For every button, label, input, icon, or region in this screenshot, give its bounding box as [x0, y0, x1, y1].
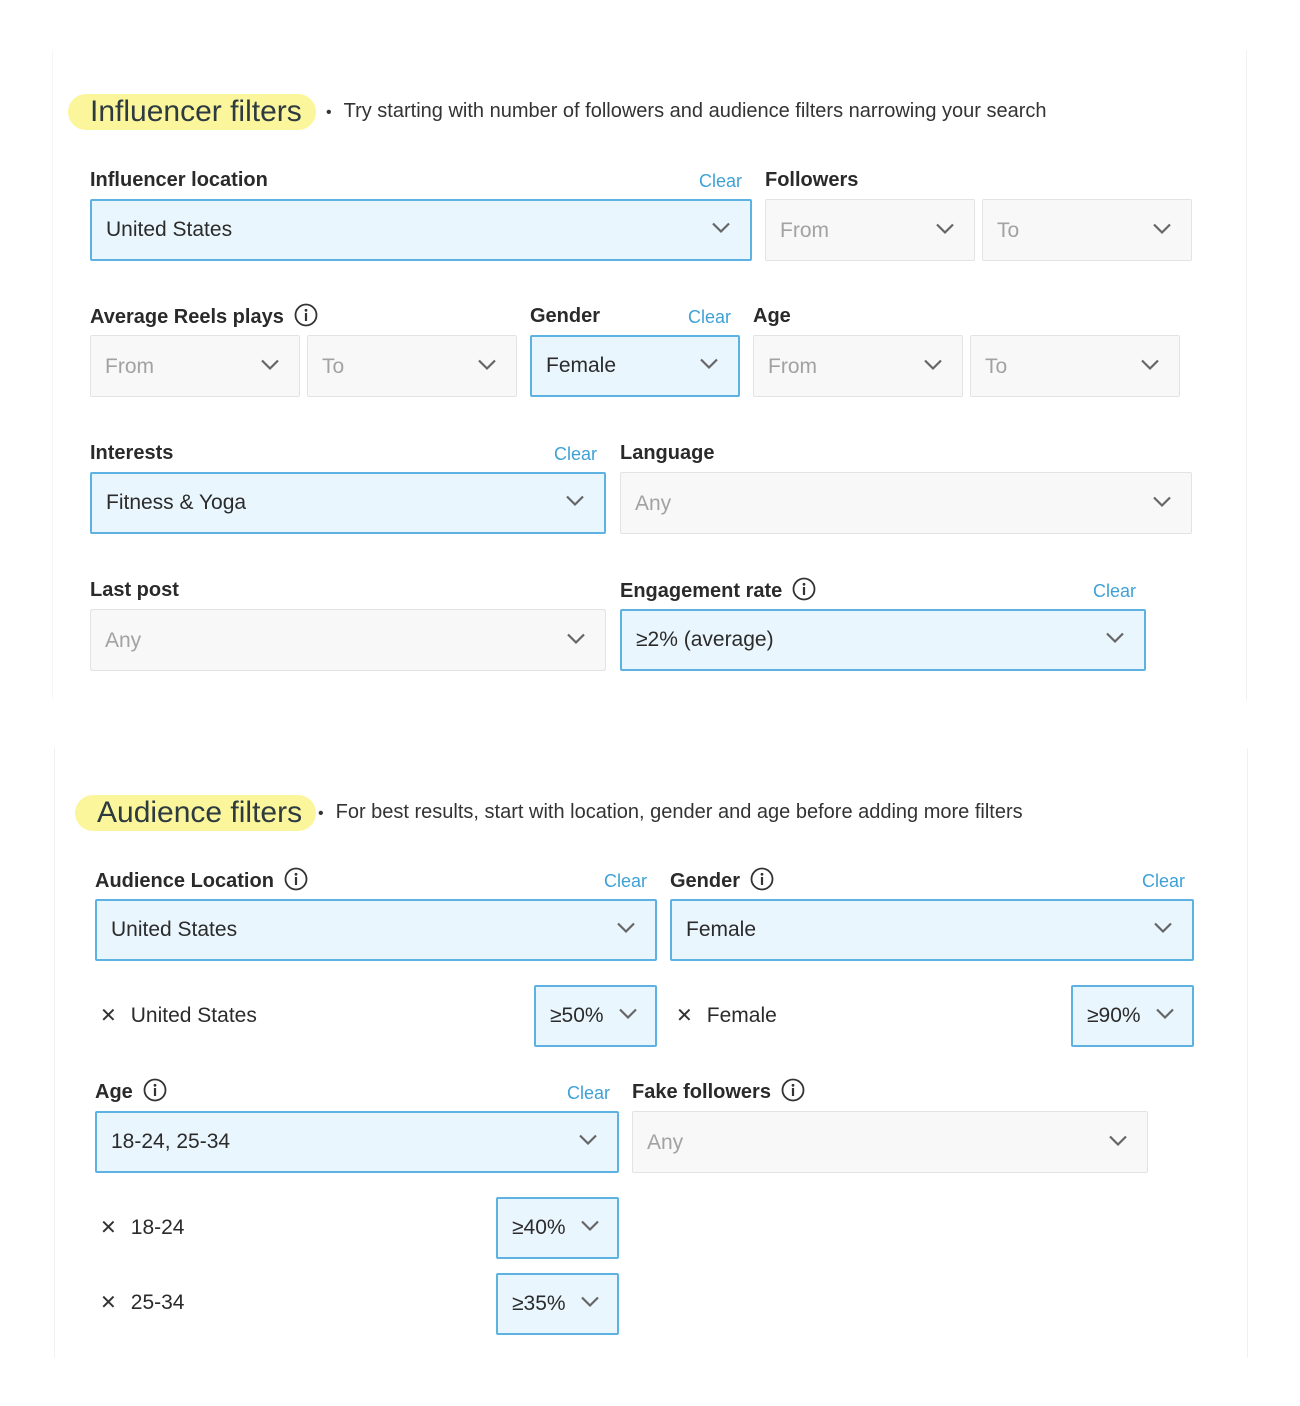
- interests-select[interactable]: [90, 472, 606, 534]
- chip-label: 25-34: [130, 1291, 185, 1314]
- chip-label: Female: [706, 1004, 777, 1027]
- influencer-location-clear[interactable]: Clear: [699, 171, 743, 191]
- audience-location-threshold-select[interactable]: [534, 985, 657, 1047]
- engagement-rate-label-text: Engagement rate: [620, 580, 783, 602]
- chevron-down-icon: [581, 1296, 599, 1308]
- chevron-down-icon: [712, 222, 730, 234]
- audience-age-clear[interactable]: Clear: [567, 1083, 611, 1103]
- audience-location-label: [95, 867, 308, 894]
- chevron-down-icon: [1156, 1008, 1174, 1020]
- audience-location-select[interactable]: [95, 899, 657, 961]
- influencer-gender-value: Female: [546, 354, 617, 377]
- audience-location-label-text: Audience Location: [95, 870, 274, 892]
- interests-label: Interests: [90, 442, 174, 464]
- info-icon[interactable]: [792, 577, 816, 601]
- chevron-down-icon: [1153, 496, 1171, 508]
- chevron-down-icon: [700, 358, 718, 370]
- threshold-value: ≥35%: [512, 1292, 566, 1315]
- info-icon[interactable]: [294, 303, 318, 327]
- influencer-age-from-select[interactable]: [753, 335, 963, 397]
- chip-label: 18-24: [130, 1216, 185, 1239]
- reels-plays-to-select[interactable]: [307, 335, 517, 397]
- influencer-gender-label: Gender: [530, 305, 601, 327]
- chevron-down-icon: [1153, 223, 1171, 235]
- audience-filters-description: • For best results, start with location, gender and age before adding more filters: [318, 799, 1023, 827]
- reels-plays-from-placeholder: From: [105, 355, 154, 378]
- last-post-label: Last post: [90, 579, 179, 601]
- chevron-down-icon: [1106, 632, 1124, 644]
- chevron-down-icon: [936, 223, 954, 235]
- info-icon[interactable]: [750, 867, 774, 891]
- fake-followers-label-text: Fake followers: [632, 1081, 771, 1103]
- audience-location-value: United States: [111, 918, 238, 941]
- fake-followers-label: [632, 1078, 805, 1105]
- reels-plays-label-text: Average Reels plays: [90, 306, 284, 328]
- followers-from-placeholder: From: [780, 219, 829, 242]
- audience-age-label-text: Age: [95, 1081, 133, 1103]
- audience-age-chip: [100, 1214, 184, 1242]
- close-icon[interactable]: ✕: [100, 1217, 117, 1239]
- audience-gender-threshold-select[interactable]: [1071, 985, 1194, 1047]
- close-icon[interactable]: ✕: [100, 1292, 117, 1314]
- audience-age-select[interactable]: [95, 1111, 619, 1173]
- chevron-down-icon: [1154, 922, 1172, 934]
- close-icon[interactable]: ✕: [676, 1005, 693, 1027]
- last-post-select[interactable]: [90, 609, 606, 671]
- threshold-value: ≥90%: [1087, 1004, 1141, 1027]
- fake-followers-select[interactable]: [632, 1111, 1148, 1173]
- engagement-rate-select[interactable]: [620, 609, 1146, 671]
- reels-plays-to-placeholder: To: [322, 355, 345, 378]
- audience-gender-label-text: Gender: [670, 870, 741, 892]
- influencer-gender-clear[interactable]: Clear: [688, 307, 732, 327]
- threshold-value: ≥50%: [550, 1004, 604, 1027]
- audience-gender-clear[interactable]: Clear: [1142, 871, 1186, 891]
- chevron-down-icon: [1109, 1135, 1127, 1147]
- engagement-rate-value: ≥2% (average): [636, 628, 774, 651]
- fake-followers-placeholder: Any: [647, 1131, 684, 1154]
- influencer-location-select[interactable]: [90, 199, 752, 261]
- audience-age-threshold-select[interactable]: [496, 1197, 619, 1259]
- influencer-location-label: Influencer location: [90, 169, 268, 191]
- audience-location-clear[interactable]: Clear: [604, 871, 648, 891]
- threshold-value: ≥40%: [512, 1216, 566, 1239]
- chevron-down-icon: [478, 359, 496, 371]
- audience-gender-label: [670, 867, 774, 894]
- audience-location-chip: [100, 1002, 257, 1030]
- chevron-down-icon: [567, 633, 585, 645]
- engagement-rate-label: [620, 577, 816, 604]
- close-icon[interactable]: ✕: [100, 1005, 117, 1027]
- followers-from-select[interactable]: [765, 199, 975, 261]
- info-icon[interactable]: [143, 1078, 167, 1102]
- audience-age-label: [95, 1078, 167, 1105]
- chevron-down-icon: [924, 359, 942, 371]
- audience-filters-title: Audience filters: [75, 795, 316, 831]
- influencer-location-value: United States: [106, 218, 233, 241]
- followers-to-select[interactable]: [982, 199, 1192, 261]
- reels-plays-label: [90, 303, 318, 330]
- influencer-gender-select[interactable]: [530, 335, 740, 397]
- last-post-placeholder: Any: [105, 629, 142, 652]
- audience-age-threshold-select[interactable]: [496, 1273, 619, 1335]
- audience-age-chip: [100, 1289, 184, 1317]
- chevron-down-icon: [566, 495, 584, 507]
- chip-label: United States: [130, 1004, 257, 1027]
- influencer-age-from-placeholder: From: [768, 355, 817, 378]
- info-icon[interactable]: [284, 867, 308, 891]
- audience-gender-select[interactable]: [670, 899, 1194, 961]
- influencer-age-label: Age: [753, 305, 791, 327]
- audience-age-value: 18-24, 25-34: [111, 1130, 231, 1153]
- language-label: Language: [620, 442, 715, 464]
- chevron-down-icon: [579, 1134, 597, 1146]
- influencer-filters-title: Influencer filters: [68, 94, 316, 130]
- chevron-down-icon: [619, 1008, 637, 1020]
- audience-filters-panel: [54, 748, 1248, 1358]
- chevron-down-icon: [617, 922, 635, 934]
- reels-plays-from-select[interactable]: [90, 335, 300, 397]
- language-placeholder: Any: [635, 492, 672, 515]
- influencer-age-to-select[interactable]: [970, 335, 1180, 397]
- audience-gender-value: Female: [686, 918, 757, 941]
- interests-value: Fitness & Yoga: [106, 491, 247, 514]
- chevron-down-icon: [1141, 359, 1159, 371]
- influencer-age-to-placeholder: To: [985, 355, 1008, 378]
- engagement-rate-clear[interactable]: Clear: [1093, 581, 1137, 601]
- chevron-down-icon: [581, 1220, 599, 1232]
- info-icon[interactable]: [781, 1078, 805, 1102]
- influencer-filters-description: • Try starting with number of followers and audience filters narrowing your search: [326, 98, 1047, 126]
- followers-label: Followers: [765, 169, 859, 191]
- language-select[interactable]: [620, 472, 1192, 534]
- audience-gender-chip: [676, 1002, 777, 1030]
- followers-to-placeholder: To: [997, 219, 1020, 242]
- interests-clear[interactable]: Clear: [554, 444, 598, 464]
- chevron-down-icon: [261, 359, 279, 371]
